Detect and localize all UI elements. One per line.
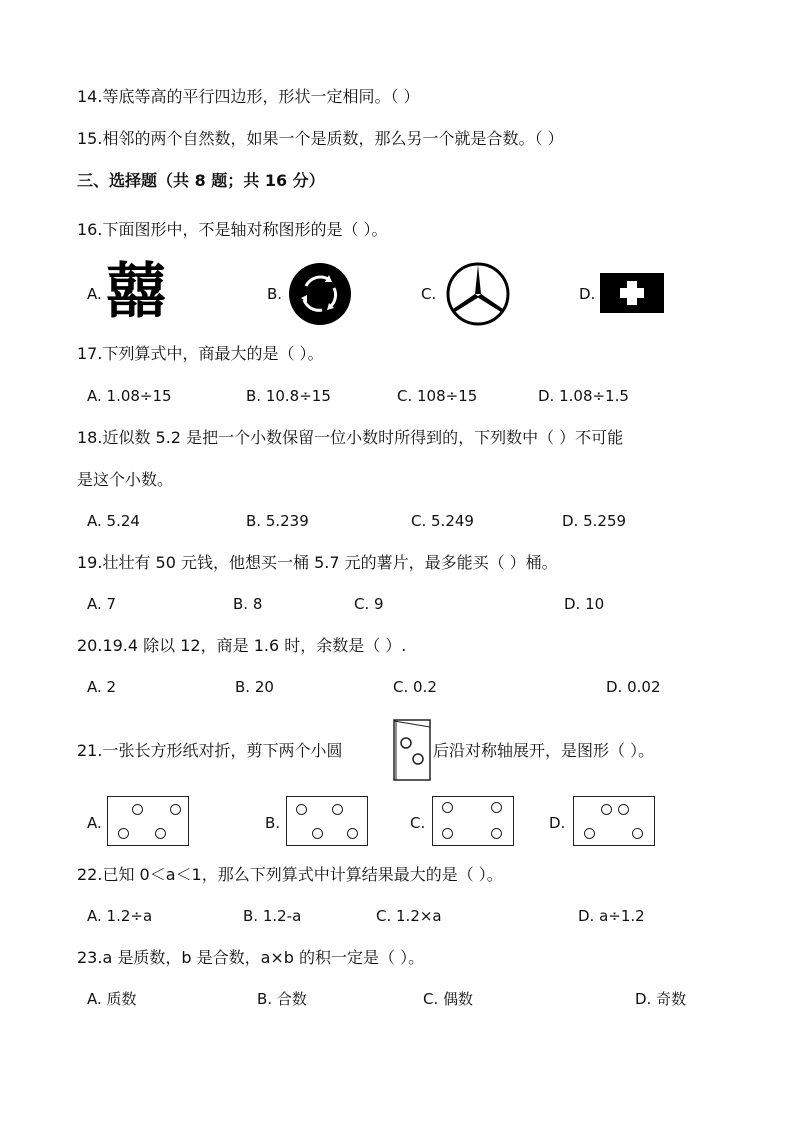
question-14: 14.等底等高的平行四边形，形状一定相同。（ ） [77,87,420,106]
q19-option-d: D. 10 [564,595,605,613]
double-happiness-icon: 囍 [106,257,166,327]
q23-option-d: D. 奇数 [635,990,687,1008]
question-21-stem-start: 21.一张长方形纸对折，剪下两个小圆 [77,741,343,760]
q20-option-d: D. 0.02 [606,678,661,696]
q19-option-a: A. 7 [87,595,117,613]
q17-option-c: C. 108÷15 [397,387,478,405]
q21-option-b-figure [286,796,368,846]
circular-arrows-icon [288,262,352,326]
q22-option-c: C. 1.2×a [376,907,442,925]
question-18-stem: 18.近似数 5.2 是把一个小数保留一位小数时所得到的，下列数中（ ）不可能 [77,428,624,447]
q22-option-a: A. 1.2÷a [87,907,153,925]
q17-option-a: A. 1.08÷15 [87,387,172,405]
q23-option-b: B. 合数 [257,990,307,1008]
swiss-cross-icon [600,273,664,313]
q17-option-d: D. 1.08÷1.5 [538,387,629,405]
q22-option-d: D. a÷1.2 [578,907,645,925]
question-20-stem: 20.19.4 除以 12，商是 1.6 时，余数是（ ）. [77,636,407,655]
q20-option-b: B. 20 [235,678,274,696]
question-19-stem: 19.壮壮有 50 元钱，他想买一桶 5.7 元的薯片，最多能买（ ）桶。 [77,553,558,572]
q16-option-c-label: C. [421,285,437,303]
question-17-stem: 17.下列算式中，商最大的是（ ）。 [77,344,324,363]
q16-option-d-label: D. [579,285,596,303]
q21-option-c-figure [432,796,514,846]
q18-option-d: D. 5.259 [562,512,627,530]
q21-option-d-label: D. [549,814,566,832]
question-15: 15.相邻的两个自然数，如果一个是质数，那么另一个就是合数。（ ） [77,129,564,148]
section-heading: 三、选择题（共 8 题；共 16 分） [77,171,325,190]
q18-option-b: B. 5.239 [246,512,309,530]
q23-option-a: A. 质数 [87,990,137,1008]
q20-option-c: C. 0.2 [393,678,437,696]
folded-paper-figure [393,719,431,781]
q20-option-a: A. 2 [87,678,117,696]
q18-option-c: C. 5.249 [411,512,474,530]
question-16-stem: 16.下面图形中，不是轴对称图形的是（ ）。 [77,220,388,239]
q22-option-b: B. 1.2-a [243,907,302,925]
q21-option-b-label: B. [265,814,281,832]
q17-option-b: B. 10.8÷15 [246,387,331,405]
q19-option-c: C. 9 [354,595,384,613]
question-23-stem: 23.a 是质数，b 是合数，a×b 的积一定是（ ）。 [77,948,425,967]
question-21-stem-end: 后沿对称轴展开，是图形（ ）。 [433,741,655,760]
q21-option-d-figure [573,796,655,846]
q21-option-a-label: A. [87,814,102,832]
q21-option-c-label: C. [410,814,426,832]
q19-option-b: B. 8 [233,595,263,613]
question-18-stem-cont: 是这个小数。 [77,470,174,489]
q21-option-a-figure [107,796,189,846]
q18-option-a: A. 5.24 [87,512,140,530]
q16-option-a-label: A. [87,285,102,303]
question-22-stem: 22.已知 0＜a＜1，那么下列算式中计算结果最大的是（ ）。 [77,865,503,884]
q16-option-b-label: B. [267,285,283,303]
three-pointed-star-icon [443,261,513,327]
q23-option-c: C. 偶数 [423,990,474,1008]
